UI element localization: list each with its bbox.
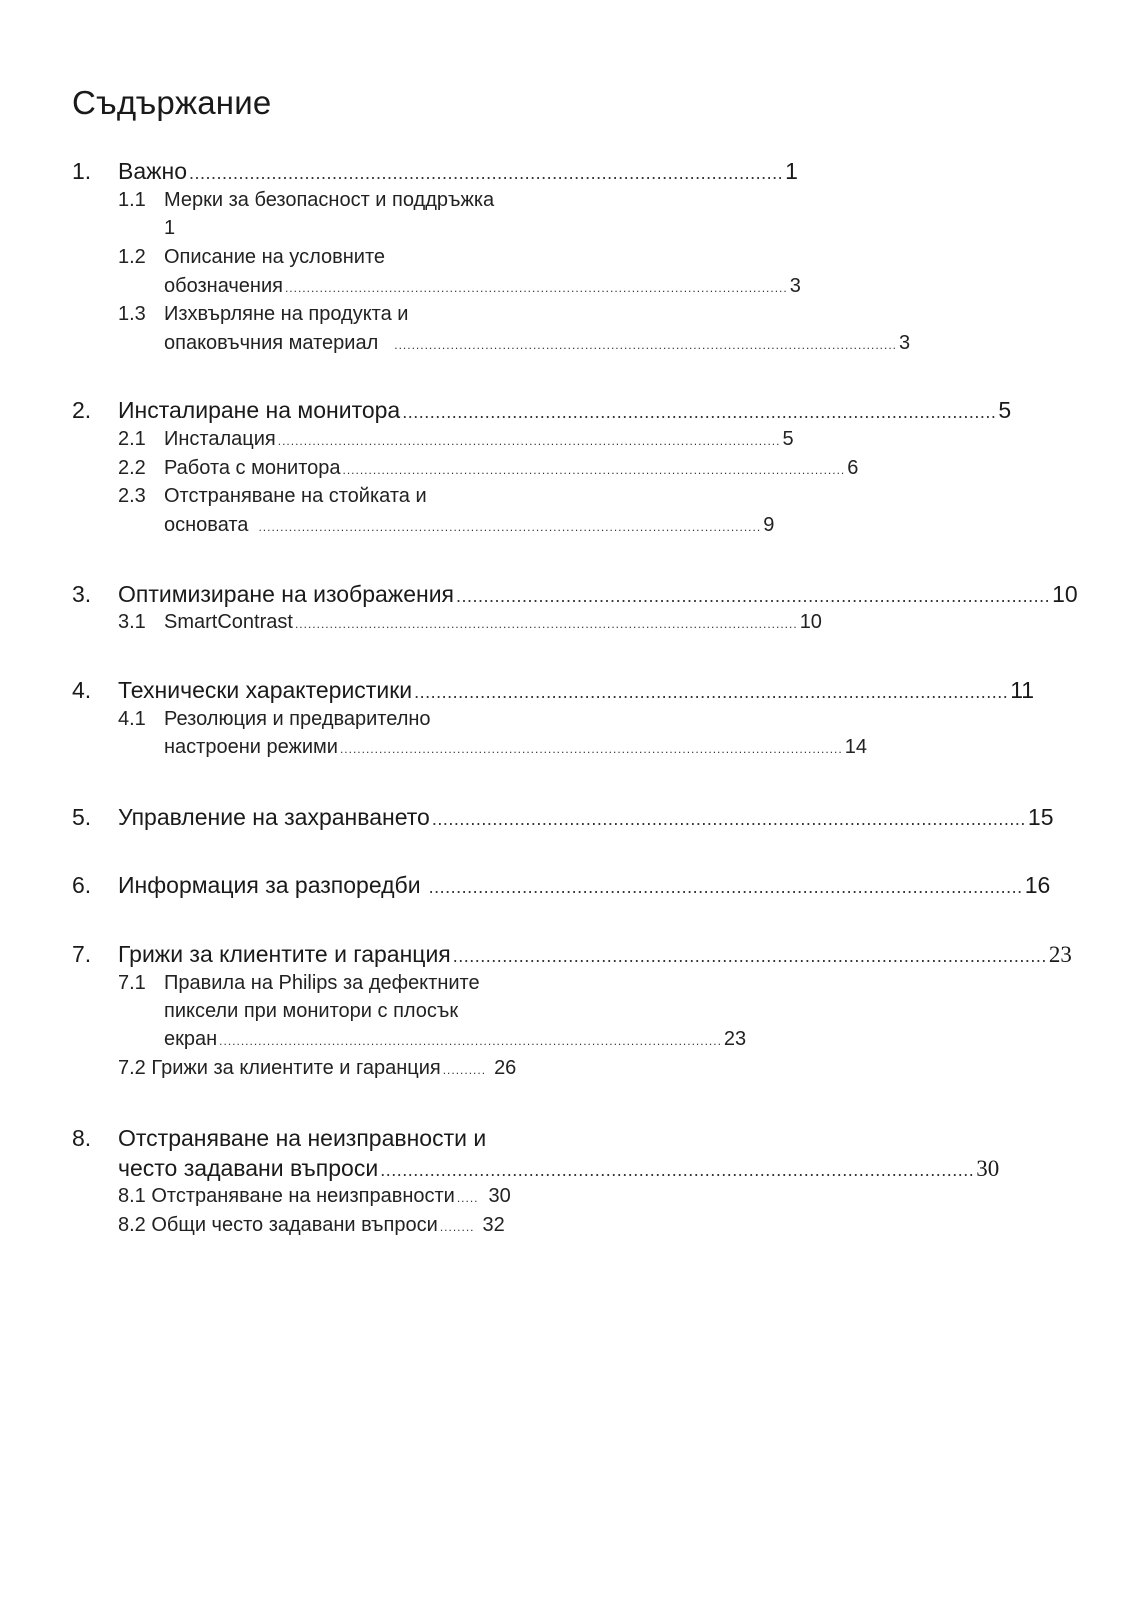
toc-label-cont: основата [164,514,249,536]
toc-entry-1-2[interactable] [118,246,530,274]
toc-number: 3. [72,581,92,607]
toc-entry-2[interactable] [72,397,1012,427]
toc-entry-3-1[interactable] [118,611,822,639]
toc-page-number: 6 [847,457,859,479]
toc-number: 2.3 [118,485,146,507]
dot-leader: .................................................................................................................... [394,338,897,352]
toc-number: 2.1 [118,428,146,450]
dot-leader: ............................................................................................................ [456,586,1051,606]
toc-number: 4. [72,677,92,703]
toc-entry-8-2[interactable] [118,1214,530,1242]
dot-leader: .................................................................................................................... [342,463,846,477]
toc-page-number: 9 [763,514,775,536]
toc-label: 8.2 Общи често задавани въпроси [118,1214,438,1236]
toc-label-cont: често задавани въпроси [118,1155,379,1181]
toc-page-number: 26 [494,1057,517,1079]
toc-label: Инсталация [164,428,276,450]
toc-entry-4-1-cont[interactable] [164,736,867,764]
toc-entry-8-1[interactable] [118,1185,530,1213]
toc-label-cont: обозначения [164,275,283,297]
dot-leader: ..... [456,1191,479,1205]
dot-leader: .................................................................................................................... [277,434,781,448]
toc-page-number: 10 [799,611,822,633]
toc-label-cont: пиксели при монитори с плосък [164,1000,459,1022]
toc-label: Описание на условните [164,246,385,268]
toc-label: 7.2 Грижи за клиентите и гаранция [118,1057,441,1079]
dot-leader: .................................................................................................................... [258,520,762,534]
toc-number: 7. [72,941,92,967]
toc-page-number: 32 [482,1214,505,1236]
toc-page-number: 10 [1052,581,1078,607]
toc-page-number: 16 [1024,872,1051,898]
toc-number: 3.1 [118,611,146,633]
toc-entry-2-1[interactable] [118,428,794,456]
toc-number: 7.1 [118,972,146,994]
dot-leader: ............................................................................................................ [402,402,997,422]
toc-label: Инсталиране на монитора [118,397,401,423]
toc-label: Правила на Philips за дефектните [164,972,480,994]
toc-entry-7-1[interactable] [118,972,530,1000]
toc-entry-4[interactable] [72,677,1035,707]
toc-page-number: 5 [998,397,1012,423]
dot-leader: ............................................................................................................ [452,946,1047,966]
toc-entry-7[interactable] [72,941,1072,971]
toc-entry-1-1-cont[interactable] [164,217,530,245]
toc-page-number: 15 [1027,804,1054,830]
toc-entry-8-cont[interactable] [118,1155,1000,1185]
toc-label-cont: опаковъчния материал [164,332,379,354]
dot-leader: .................................................................................................................... [294,617,798,631]
dot-leader: ............................................................................................................ [431,809,1026,829]
toc-entry-3[interactable] [72,581,1078,611]
toc-label: Грижи за клиентите и гаранция [118,941,451,967]
toc-label-cont: екран [164,1028,218,1050]
toc-entry-6[interactable] [72,872,1051,902]
toc-page-number: 1 [785,158,798,184]
toc-entry-4-1[interactable] [118,708,530,736]
toc-number: 1.3 [118,303,146,325]
toc-entry-7-2[interactable] [118,1057,530,1085]
toc-page-number: 5 [782,428,794,450]
toc-page-number: 3 [899,332,911,354]
toc-number: 2. [72,397,92,423]
toc-label: Работа с монитора [164,457,341,479]
dot-leader: ............................................................................................................ [428,877,1023,897]
toc-entry-1-3-cont[interactable] [164,332,911,360]
toc-label-cont: настроени режими [164,736,338,758]
toc-label: Изхвърляне на продукта и [164,303,409,325]
toc-page-number: 23 [1048,942,1072,967]
toc-number: 4.1 [118,708,146,730]
toc-label: Отстраняване на стойката и [164,485,427,507]
dot-leader: ............................................................................................................ [189,163,784,183]
toc-label: Мерки за безопасност и поддръжка [164,189,495,211]
toc-label: Информация за разпоредби [118,872,421,898]
toc-entry-7-1-cont1[interactable] [164,1000,530,1028]
toc-entry-1-3[interactable] [118,303,530,331]
toc-number: 1.2 [118,246,146,268]
toc-label: Оптимизиране на изображения [118,581,454,607]
toc-number: 1. [72,158,92,184]
toc-entry-2-3[interactable] [118,485,530,513]
toc-page-number: 30 [976,1156,1000,1181]
toc-label: SmartContrast [164,611,293,633]
toc-label: Технически характеристики [118,677,413,703]
toc-number: 8. [72,1125,92,1151]
dot-leader: ............................................................................................................ [380,1160,975,1180]
toc-page-number: 30 [488,1185,511,1207]
page-title: Съдържание [72,84,272,121]
dot-leader: ........ [439,1220,475,1234]
toc-number: 6. [72,872,92,898]
dot-leader: ............................................................................................................ [414,682,1009,702]
toc-page-number: 1 [164,217,176,239]
toc-page-number: 11 [1010,677,1035,703]
toc-entry-8[interactable] [72,1125,530,1155]
toc-page-number: 3 [789,275,801,297]
toc-entry-1[interactable] [72,158,798,188]
toc-entry-7-1-cont2[interactable] [164,1028,747,1056]
toc-label: Отстраняване на неизправности и [118,1125,487,1151]
toc-entry-2-2[interactable] [118,457,859,485]
toc-number: 2.2 [118,457,146,479]
toc-entry-1-2-cont[interactable] [164,275,801,303]
toc-entry-1-1[interactable] [118,189,530,217]
toc-page-number: 23 [723,1028,747,1050]
toc-label: Управление на захранването [118,804,430,830]
dot-leader: .................................................................................................................... [284,281,788,295]
toc-label: Резолюция и предварително [164,708,431,730]
toc-number: 5. [72,804,92,830]
toc-label: 8.1 Отстраняване на неизправности [118,1185,455,1207]
dot-leader: .......... [442,1063,487,1077]
toc-entry-2-3-cont[interactable] [164,514,775,542]
toc-number: 1.1 [118,189,146,211]
toc-entry-5[interactable] [72,804,1054,834]
toc-label: Важно [118,158,188,184]
dot-leader: .................................................................................................................... [219,1034,722,1048]
toc-page-number: 14 [844,736,867,758]
dot-leader: .................................................................................................................... [339,742,843,756]
